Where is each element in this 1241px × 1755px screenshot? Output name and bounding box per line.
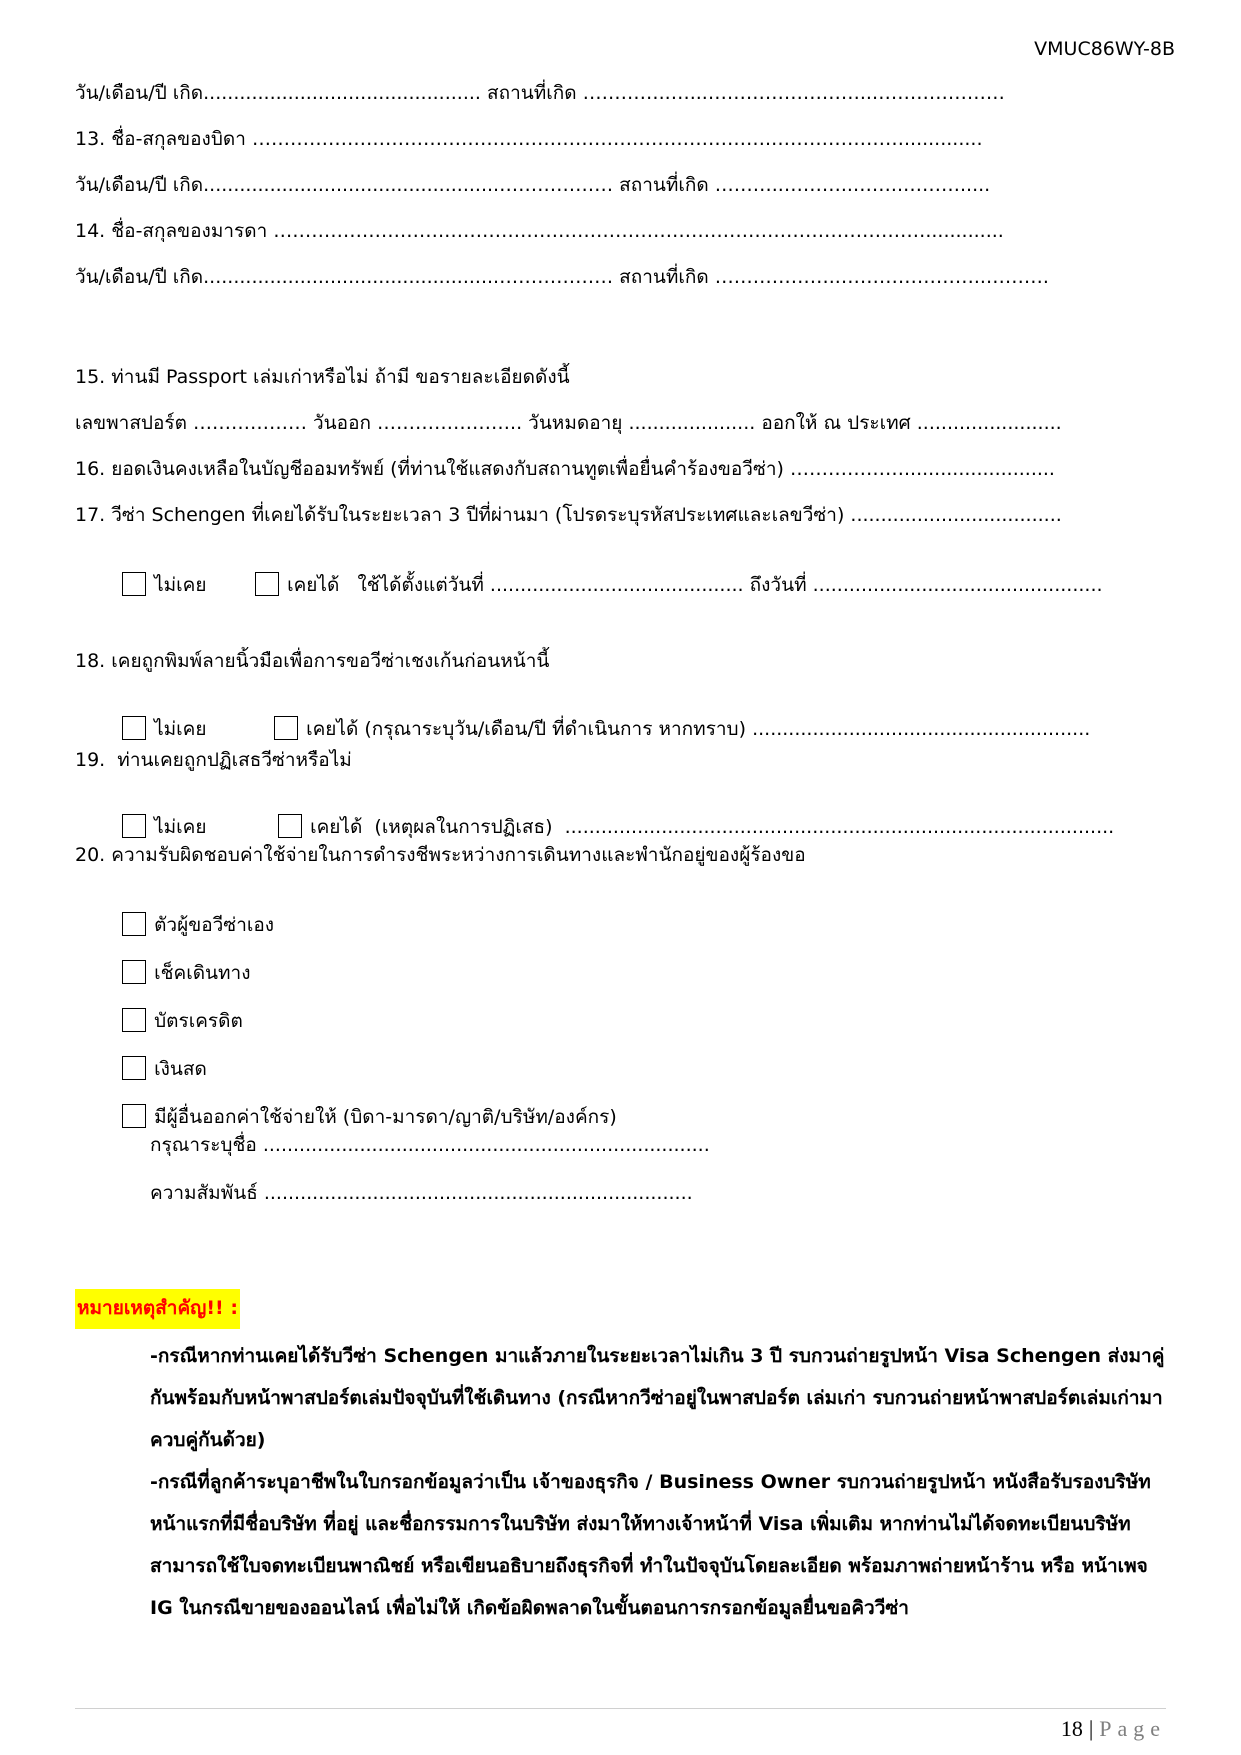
q19-never-option[interactable] [110, 790, 207, 842]
checkbox[interactable] [122, 912, 146, 936]
checkbox[interactable] [122, 1104, 146, 1128]
important-note-title: หมายเหตุสำคัญ!! : [75, 1289, 240, 1329]
important-note-body [150, 1335, 1170, 1629]
expense-responsibility-question: 20. ความรับผิดชอบค่าใช้จ่ายในการดำรงชีพระหว่างการเดินทางและพำนักอยู่ของผู้ร้องขอ [75, 844, 806, 866]
option-label: เช็คเดินทาง [154, 962, 251, 984]
old-passport-details-line: เลขพาสปอร์ต ……………… วันออก ………………….. วันหมดอายุ ..................... ออกให้ ณ ประเทศ ........................ [75, 412, 1062, 434]
option-label: บัตรเครดิต [154, 1010, 243, 1032]
q17-never-label: ไม่เคย [154, 574, 207, 596]
expense-option-travelers-cheque[interactable] [110, 936, 251, 988]
q18-never-option[interactable] [110, 692, 207, 744]
option-label: เงินสด [154, 1058, 207, 1080]
document-id: VMUC86WY-8B [1034, 38, 1175, 60]
father-birth-line: วัน/เดือน/ปี เกิด.................................................……………… สถานที่เกิด ………..………..……..………..... [75, 174, 991, 196]
sponsor-relation-line: ความสัมพันธ์ ....................................................................... [150, 1182, 693, 1204]
sponsor-name-line: กรุณาระบุชื่อ .......................................................................... [150, 1134, 710, 1156]
page-number-value: 18 [1060, 1716, 1083, 1741]
q19-ever-label: เคยได้ (เหตุผลในการปฏิเสธ) ........................................................................................... [310, 816, 1115, 838]
note-paragraph-business-owner: -กรณีที่ลูกค้าระบุอาชีพในใบกรอกข้อมูลว่าเป็น เจ้าของธุรกิจ / Business Owner รบกวนถ่ายรูปหน้า หนังสือรับรองบริษัท หน้าแรกที่มีชื่อบริษัท ที่อยู่ และชื่อกรรมการในบริษัท ส่งมาให้ทางเจ้าหน้าที่ Visa เพิ่มเติม หากท่านไม่ได้จดทะเบียนบริษัท สามารถใช้ใบจดทะเบียนพาณิชย์ หรือเขียนอธิบายถึงธุรกิจที่ ทำในปัจจุบันโดยละเอียด พร้อมภาพถ่ายหน้าร้าน หรือ หน้าเพจ IG ในกรณีขายของออนไลน์ เพื่อไม่ให้ เกิดข้อผิดพลาดในขั้นตอนการกรอกข้อมูลยื่นขอคิววีซ่า [150, 1471, 1151, 1619]
expense-option-cash[interactable] [110, 1032, 207, 1084]
page-label: Page [1099, 1716, 1166, 1741]
father-name-line: 13. ชื่อ-สกุลของบิดา ……………………………………………………………………….…………………............. [75, 128, 983, 150]
option-label: มีผู้อื่นออกค่าใช้จ่ายให้ (บิดา-มารดา/ญาติ/บริษัท/องค์กร) [154, 1106, 617, 1128]
q17-never-option[interactable] [110, 548, 207, 600]
q19-ever-option[interactable] [266, 790, 1114, 842]
birth-date-place-line: วัน/เดือน/ปี เกิด.............................................. สถานที่เกิด …………..…...……………………..………………… [75, 82, 1005, 104]
checkbox[interactable] [122, 814, 146, 838]
checkbox[interactable] [274, 716, 298, 740]
checkbox[interactable] [278, 814, 302, 838]
footer-divider [75, 1708, 1166, 1709]
old-passport-question: 15. ท่านมี Passport เล่มเก่าหรือไม่ ถ้ามี ขอรายละเอียดดังนี้ [75, 366, 570, 388]
checkbox[interactable] [122, 960, 146, 984]
savings-balance-line: 16. ยอดเงินคงเหลือในบัญชีออมทรัพย์ (ที่ท่านใช้แสดงกับสถานทูตเพื่อยื่นคำร้องขอวีซ่า) ………………......................... [75, 458, 1055, 480]
fingerprint-question: 18. เคยถูกพิมพ์ลายนิ้วมือเพื่อการขอวีซ่าเชงเก้นก่อนหน้านี้ [75, 650, 550, 672]
mother-name-line: 14. ชื่อ-สกุลของมารดา ……………………….…………………………………………………………………............. [75, 220, 1004, 242]
mother-birth-line: วัน/เดือน/ปี เกิด.................................................……………… สถานที่เกิด ………………..…………………..………. [75, 266, 1049, 288]
q18-never-label: ไม่เคย [154, 718, 207, 740]
q18-ever-option[interactable] [262, 692, 1090, 744]
expense-option-self[interactable] [110, 888, 274, 940]
checkbox[interactable] [122, 716, 146, 740]
q17-ever-label: เคยได้ ใช้ได้ตั้งแต่วันที่ .......................................... ถึงวันที่ ................................................ [287, 574, 1103, 596]
expense-option-sponsor[interactable] [110, 1080, 617, 1132]
checkbox[interactable] [122, 1056, 146, 1080]
page-separator: | [1088, 1716, 1094, 1741]
option-label: ตัวผู้ขอวีซ่าเอง [154, 914, 275, 936]
checkbox[interactable] [122, 1008, 146, 1032]
q17-ever-option[interactable] [243, 548, 1103, 600]
q19-never-label: ไม่เคย [154, 816, 207, 838]
schengen-visa-question: 17. วีซ่า Schengen ที่เคยได้รับในระยะเวลา 3 ปีที่ผ่านมา (โปรดระบุรหัสประเทศและเลขวีซ่า) ................................... [75, 504, 1062, 526]
checkbox[interactable] [255, 572, 279, 596]
q18-ever-label: เคยได้ (กรุณาระบุวัน/เดือน/ปี ที่ดำเนินการ หากทราบ) ........................................................ [306, 718, 1091, 740]
expense-option-credit-card[interactable] [110, 984, 243, 1036]
checkbox[interactable] [122, 572, 146, 596]
page-number [1061, 1716, 1166, 1742]
visa-refusal-question: 19. ท่านเคยถูกปฏิเสธวีซ่าหรือไม่ [75, 749, 352, 771]
note-paragraph-schengen: -กรณีหากท่านเคยได้รับวีซ่า Schengen มาแล้วภายในระยะเวลาไม่เกิน 3 ปี รบกวนถ่ายรูปหน้า Visa Schengen ส่งมาคู่กันพร้อมกับหน้าพาสปอร์ตเล่มปัจจุบันที่ใช้เดินทาง (กรณีหากวีซ่าอยู่ในพาสปอร์ต เล่มเก่า รบกวนถ่ายหน้าพาสปอร์ตเล่มเก่ามาควบคู่กันด้วย) [150, 1345, 1165, 1451]
